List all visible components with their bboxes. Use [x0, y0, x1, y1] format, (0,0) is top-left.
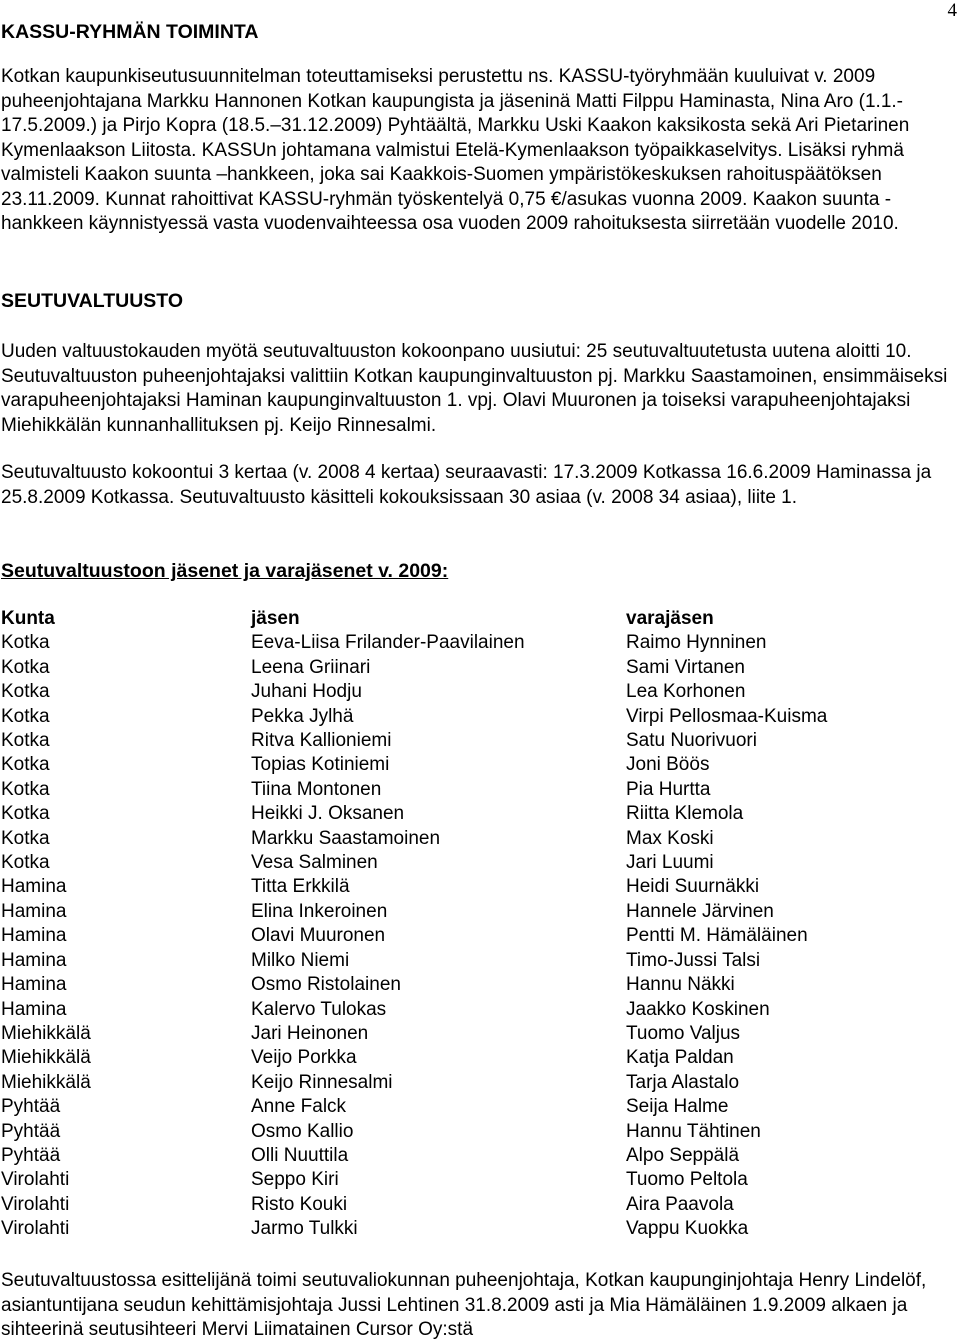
- cell-jasen: Olavi Muuronen: [251, 925, 386, 947]
- cell-kunta: Hamina: [1, 925, 67, 947]
- cell-kunta: Hamina: [1, 974, 67, 996]
- cell-varajasen: Pia Hurtta: [626, 778, 711, 800]
- table-row: [1, 1022, 951, 1046]
- cell-jasen: Kalervo Tulokas: [251, 998, 387, 1020]
- table-row: [1, 1144, 951, 1168]
- cell-jasen: Leena Griinari: [251, 656, 371, 678]
- footer-paragraph: Seutuvaltuustossa esittelijänä toimi seutuvaliokunnan puheenjohtaja, Kotkan kaupunginjohtaja Henry Lindelöf, asiantuntijana seudun kehittämisjohtaja Jussi Lehtinen 31.8.2009 asti ja Mia Hämäläinen 1.9.2009 alkaen ja sihteerinä seutusihteeri Mervi Liimatainen Cursor Oy:stä: [1, 1270, 927, 1340]
- cell-varajasen: Hannele Järvinen: [626, 900, 774, 922]
- cell-varajasen: Heidi Suurnäkki: [626, 876, 760, 898]
- members-heading: Seutuvaltuustoon jäsenet ja varajäsenet v. 2009:: [1, 560, 449, 582]
- cell-varajasen: Hannu Näkki: [626, 974, 735, 996]
- page-number: 4: [947, 0, 957, 21]
- cell-kunta: Kotka: [1, 852, 50, 874]
- cell-varajasen: Seija Halme: [626, 1096, 729, 1118]
- cell-jasen: Pekka Jylhä: [251, 705, 354, 727]
- cell-kunta: Miehikkälä: [1, 1022, 91, 1044]
- cell-kunta: Kotka: [1, 656, 50, 678]
- cell-kunta: Kotka: [1, 730, 50, 752]
- cell-varajasen: Tarja Alastalo: [626, 1071, 740, 1093]
- cell-kunta: Miehikkälä: [1, 1071, 91, 1093]
- cell-jasen: Eeva-Liisa Frilander-Paavilainen: [251, 632, 525, 654]
- seutuvaltuusto-heading: SEUTUVALTUUSTO: [1, 290, 184, 312]
- table-row: [1, 705, 951, 729]
- cell-varajasen: Hannu Tähtinen: [626, 1120, 761, 1142]
- kassu-paragraph: Kotkan kaupunkiseutusuunnitelman toteuttamiseksi perustettu ns. KASSU-työryhmään kuuluivat v. 2009 puheenjohtajana Markku Hannonen Kotkan kaupungista ja jäseninä Matti Filppu Haminasta, Nina Aro (1.1.- 17.5.2009.) ja Pirjo Kopra (18.5.–31.12.2009) Pyhtäältä, Markku Uski Kaakon kaksikosta sekä Ari Pietarinen Kymenlaakson Liitosta. KASSUn johtamana valmistui Etelä-Kymenlaakson työpaikkaselvitys. Lisäksi ryhmä valmisteli Kaakon suunta –hankkeen, joka sai Kaakkois-Suomen ympäristökeskuksen rahoituspäätöksen 23.11.2009. Kunnat rahoittivat KASSU-ryhmän työskentelyä 0,75 €/asukas vuonna 2009. Kaakon suunta -hankkeen käynnistyessä vasta vuodenvaihteessa osa vuoden 2009 rahoituksesta siirretään vuodelle 2010.: [1, 66, 910, 234]
- cell-varajasen: Jaakko Koskinen: [626, 998, 770, 1020]
- members-table-header-row: [1, 607, 951, 631]
- cell-varajasen: Satu Nuorivuori: [626, 730, 757, 752]
- table-row: [1, 1193, 951, 1217]
- cell-jasen: Juhani Hodju: [251, 681, 362, 703]
- cell-varajasen: Lea Korhonen: [626, 681, 746, 703]
- cell-varajasen: Virpi Pellosmaa-Kuisma: [626, 705, 828, 727]
- cell-varajasen: Max Koski: [626, 827, 714, 849]
- cell-kunta: Hamina: [1, 949, 67, 971]
- cell-jasen: Ritva Kallioniemi: [251, 730, 392, 752]
- cell-jasen: Osmo Kallio: [251, 1120, 354, 1142]
- cell-kunta: Kotka: [1, 681, 50, 703]
- table-row: [1, 680, 951, 704]
- members-table: [1, 607, 951, 1242]
- cell-kunta: Kotka: [1, 754, 50, 776]
- cell-kunta: Hamina: [1, 998, 67, 1020]
- cell-jasen: Veijo Porkka: [251, 1047, 357, 1069]
- cell-varajasen: Tuomo Peltola: [626, 1169, 748, 1191]
- cell-kunta: Virolahti: [1, 1169, 70, 1191]
- cell-varajasen: Katja Paldan: [626, 1047, 734, 1069]
- cell-jasen: Milko Niemi: [251, 949, 350, 971]
- cell-jasen: Elina Inkeroinen: [251, 900, 388, 922]
- cell-varajasen: Alpo Seppälä: [626, 1144, 740, 1166]
- members-table-body: [1, 631, 951, 1241]
- kassu-heading: KASSU-RYHMÄN TOIMINTA: [1, 21, 259, 43]
- table-row: [1, 1071, 951, 1095]
- seutuvaltuusto-paragraph-2: Seutuvaltuusto kokoontui 3 kertaa (v. 2008 4 kertaa) seuraavasti: 17.3.2009 Kotkassa 16.6.2009 Haminassa ja 25.8.2009 Kotkassa. Seutuvaltuusto käsitteli kokouksissaan 30 asiaa (v. 2008 34 asiaa), liite 1.: [1, 462, 932, 508]
- table-row: [1, 827, 951, 851]
- cell-kunta: Virolahti: [1, 1193, 70, 1215]
- table-row: [1, 631, 951, 655]
- cell-varajasen: Sami Virtanen: [626, 656, 745, 678]
- cell-varajasen: Joni Böös: [626, 754, 710, 776]
- table-row: [1, 1120, 951, 1144]
- cell-varajasen: Tuomo Valjus: [626, 1022, 741, 1044]
- column-header-jasen: jäsen: [251, 608, 300, 629]
- cell-kunta: Kotka: [1, 705, 50, 727]
- cell-varajasen: Vappu Kuokka: [626, 1218, 749, 1240]
- cell-kunta: Pyhtää: [1, 1096, 61, 1118]
- table-row: [1, 875, 951, 899]
- cell-jasen: Jari Heinonen: [251, 1022, 369, 1044]
- cell-kunta: Kotka: [1, 778, 50, 800]
- table-row: [1, 973, 951, 997]
- column-header-varajasen: varajäsen: [626, 608, 714, 629]
- table-row: [1, 1095, 951, 1119]
- table-row: [1, 778, 951, 802]
- table-row: [1, 1217, 951, 1241]
- cell-kunta: Kotka: [1, 632, 50, 654]
- table-row: [1, 949, 951, 973]
- cell-jasen: Topias Kotiniemi: [251, 754, 390, 776]
- cell-jasen: Titta Erkkilä: [251, 876, 350, 898]
- cell-jasen: Markku Saastamoinen: [251, 827, 441, 849]
- table-row: [1, 1046, 951, 1070]
- cell-kunta: Pyhtää: [1, 1120, 61, 1142]
- table-row: [1, 1168, 951, 1192]
- cell-kunta: Kotka: [1, 827, 50, 849]
- table-row: [1, 998, 951, 1022]
- cell-jasen: Risto Kouki: [251, 1193, 348, 1215]
- cell-jasen: Jarmo Tulkki: [251, 1218, 358, 1240]
- cell-varajasen: Timo-Jussi Talsi: [626, 949, 761, 971]
- cell-jasen: Osmo Ristolainen: [251, 974, 401, 996]
- cell-varajasen: Pentti M. Hämäläinen: [626, 925, 808, 947]
- seutuvaltuusto-paragraph-1: Uuden valtuustokauden myötä seutuvaltuuston kokoonpano uusiutui: 25 seutuvaltuutetusta uutena aloitti 10. Seutuvaltuuston puheenjohtajaksi valittiin Kotkan kaupunginvaltuuston pj. Markku Saastamoinen, ensimmäiseksi varapuheenjohtajaksi Haminan kaupunginvaltuuston 1. vpj. Olavi Muuronen ja toiseksi varapuheenjohtajaksi Miehikkälän kunnanhallituksen pj. Keijo Rinnesalmi.: [1, 341, 948, 436]
- table-row: [1, 924, 951, 948]
- table-row: [1, 900, 951, 924]
- cell-varajasen: Jari Luumi: [626, 852, 714, 874]
- table-row: [1, 802, 951, 826]
- cell-kunta: Hamina: [1, 876, 67, 898]
- cell-kunta: Hamina: [1, 900, 67, 922]
- cell-kunta: Pyhtää: [1, 1144, 61, 1166]
- column-header-kunta: Kunta: [1, 608, 55, 629]
- cell-kunta: Kotka: [1, 803, 50, 825]
- cell-jasen: Vesa Salminen: [251, 852, 378, 874]
- table-row: [1, 729, 951, 753]
- cell-varajasen: Raimo Hynninen: [626, 632, 767, 654]
- cell-varajasen: Riitta Klemola: [626, 803, 744, 825]
- cell-jasen: Anne Falck: [251, 1096, 347, 1118]
- cell-jasen: Heikki J. Oksanen: [251, 803, 405, 825]
- cell-kunta: Miehikkälä: [1, 1047, 91, 1069]
- cell-jasen: Tiina Montonen: [251, 778, 382, 800]
- table-row: [1, 851, 951, 875]
- cell-jasen: Olli Nuuttila: [251, 1144, 349, 1166]
- table-row: [1, 753, 951, 777]
- table-row: [1, 656, 951, 680]
- cell-varajasen: Aira Paavola: [626, 1193, 734, 1215]
- cell-jasen: Seppo Kiri: [251, 1169, 339, 1191]
- cell-jasen: Keijo Rinnesalmi: [251, 1071, 393, 1093]
- cell-kunta: Virolahti: [1, 1218, 70, 1240]
